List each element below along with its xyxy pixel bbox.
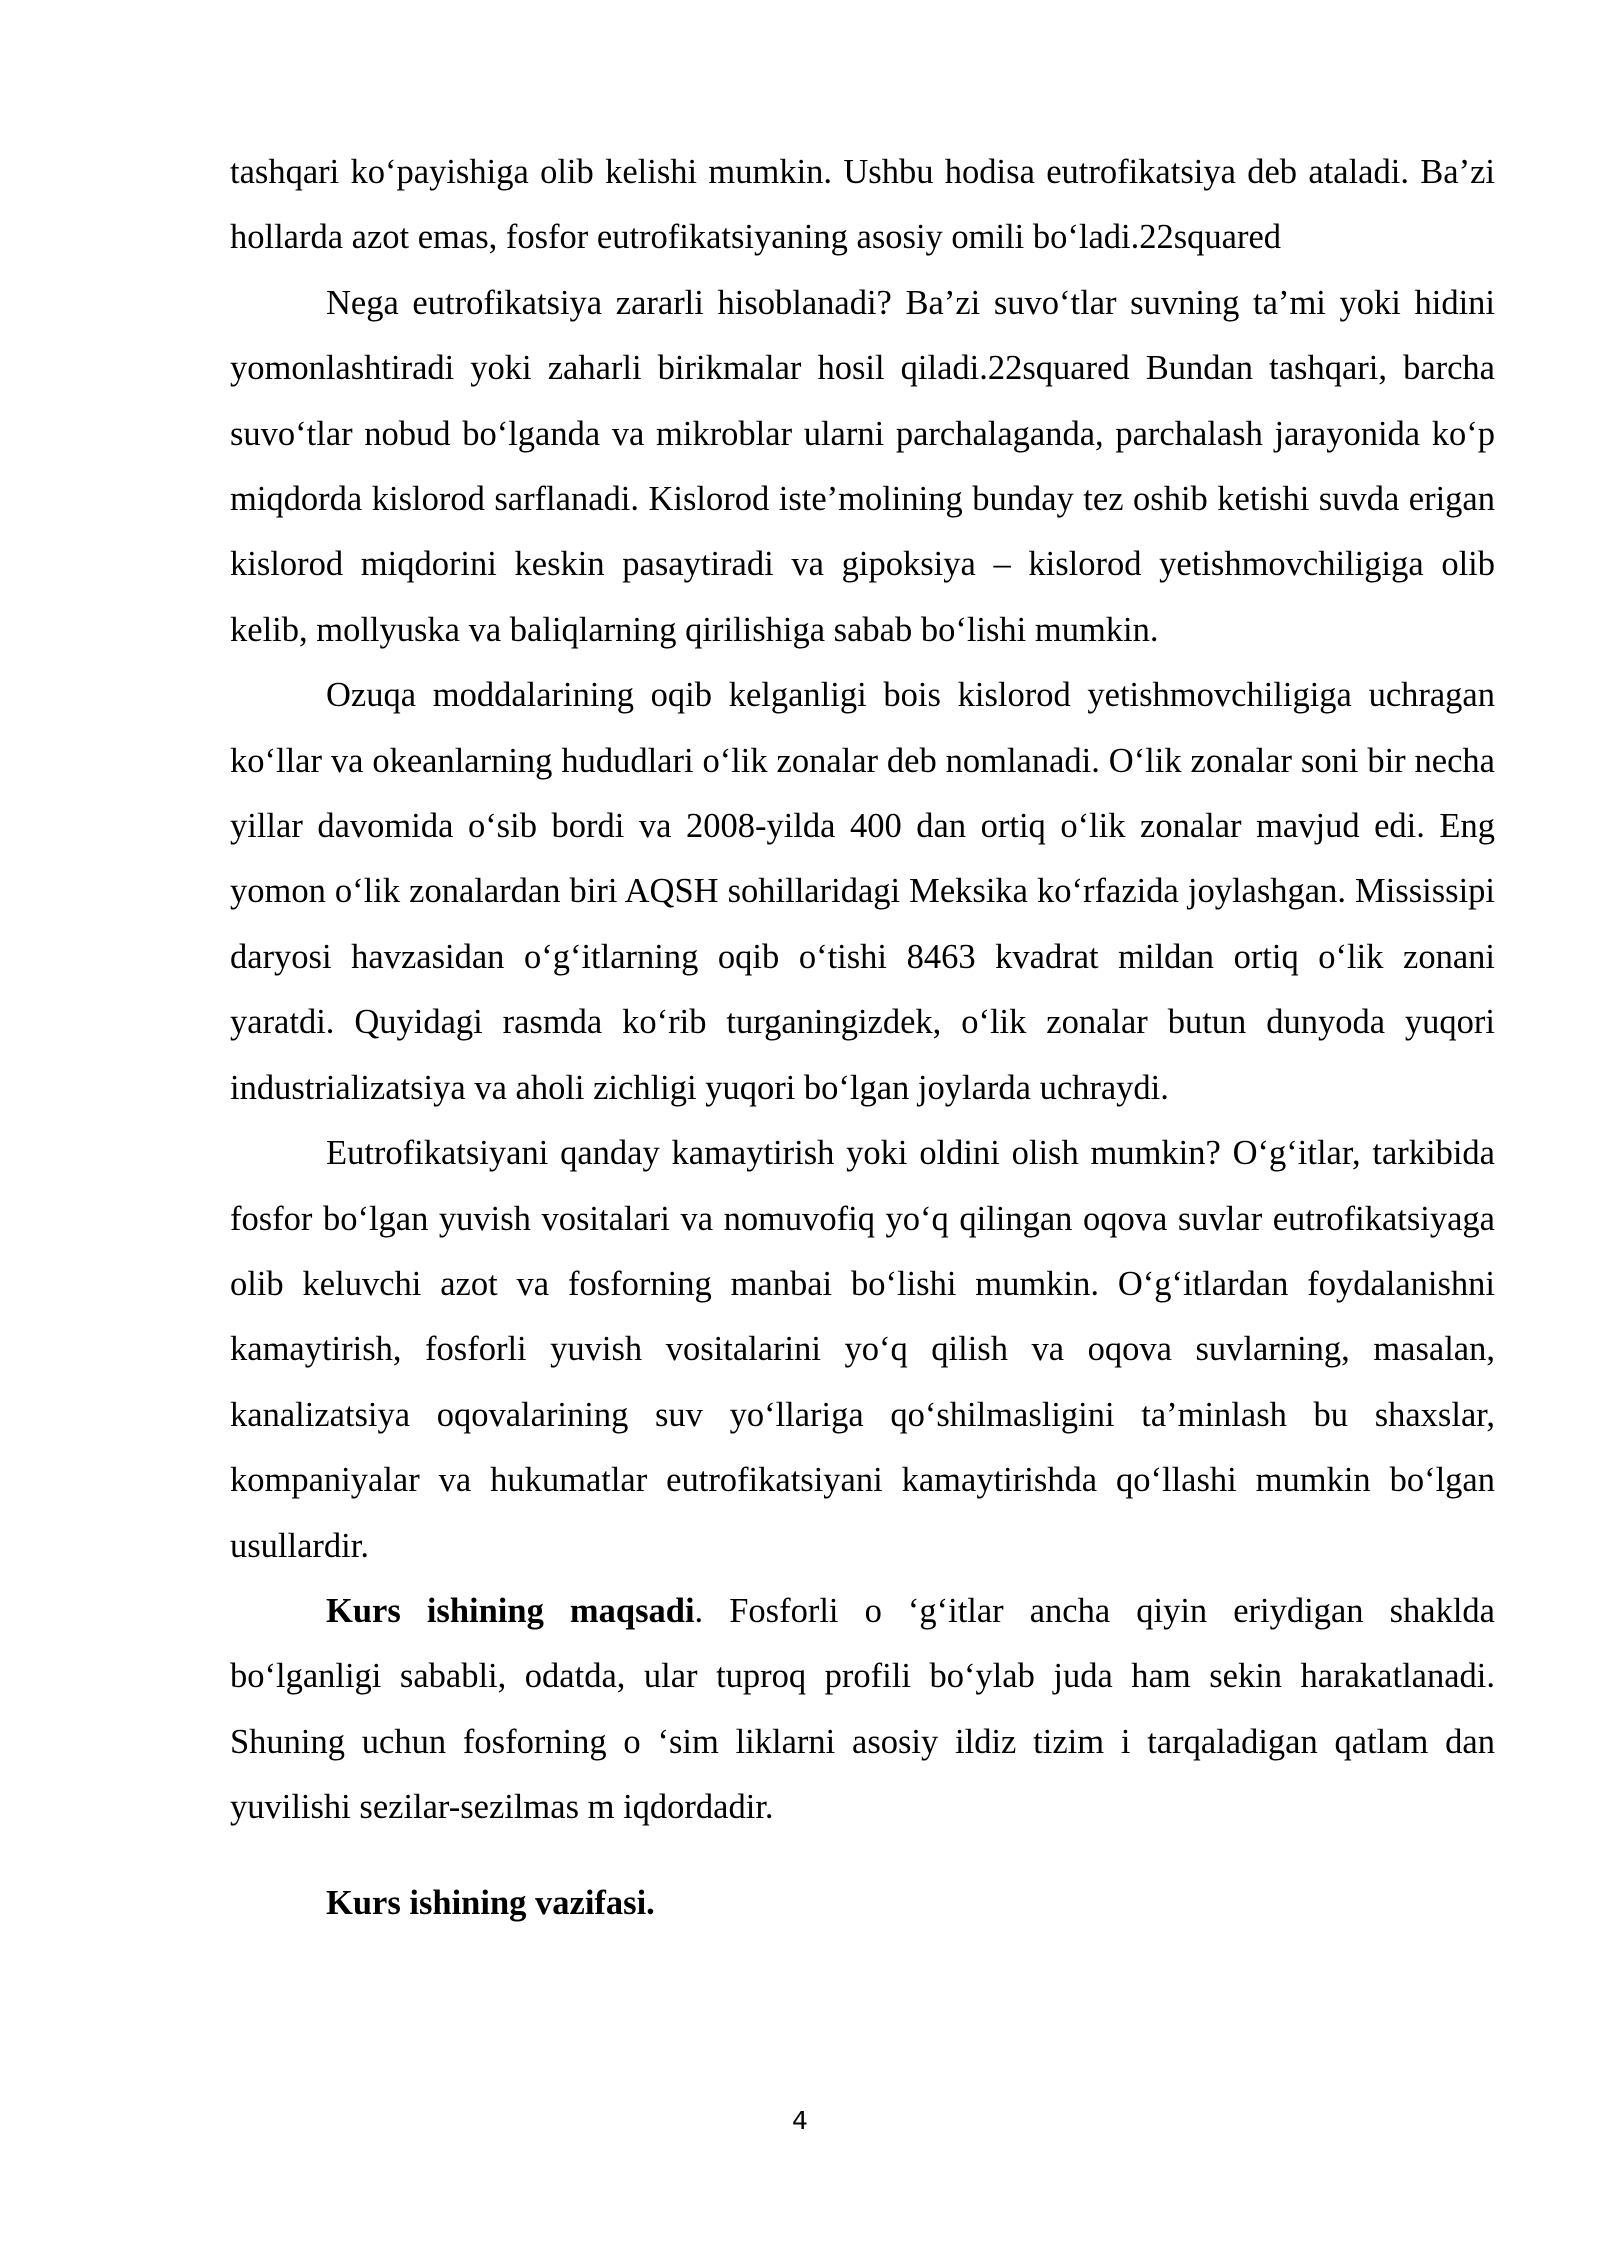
paragraph-harm: Nega eutrofikatsiya zararli hisoblanadi? Ba’zi suvo‘tlar suvning ta’mi yoki hidini yomonlashtiradi yoki zaharli birikmalar hosil qiladi.22squared Bundan tashqari, barcha suvo‘tlar nobud bo‘lganda va mikroblar ularni parchalaganda, parchalash jarayonida ko‘p miqdorda kislorod sarflanadi. Kislorod iste’molining bunday tez oshib ketishi suvda erigan kislorod miqdorini keskin pasaytiradi va gipoksiya – kislorod yetishmovchiligiga olib kelib, mollyuska va baliqlarning qirilishiga sabab bo‘lishi mumkin. xyxy=(230,283,1495,649)
paragraph-prevention: Eutrofikatsiyani qanday kamaytirish yoki oldini olish mumkin? O‘g‘itlar, tarkibida fosfor bo‘lgan yuvish vositalari va nomuvofiq yo‘q qilingan oqova suvlar eutrofikatsiyaga olib keluvchi azot va fosforning manbai bo‘lishi mumkin. O‘g‘itlardan foydalanishni kamaytirish, fosforli yuvish vositalarini yo‘q qilish va oqova suvlarning, masalan, kanalizatsiya oqovalarining suv yo‘llariga qo‘shilmasligini ta’minlash bu shaxslar, kompaniyalar va hukumatlar eutrofikatsiyani kamaytirishda qo‘llashi mumkin bo‘lgan usullardir. xyxy=(230,1134,1495,1565)
purpose-text: . Fosforli o ‘g‘itlar ancha qiyin eriydigan shaklda bo‘lganligi sababli, odatda, ular tuproq profili bo‘ylab juda ham sekin harakatlanadi. Shuning uchun fosforning o ‘sim liklarni asosiy ildiz tizim i tarqaladigan qatlam dan yuvilishi sezilar-sezilmas m iqdordadir. xyxy=(230,1591,1495,1827)
page-number: 4 xyxy=(792,2106,808,2135)
paragraph-dead-zones: Ozuqa moddalarining oqib kelganligi bois kislorod yetishmovchiligiga uchragan ko‘llar va okeanlarning hududlari o‘lik zonalar deb nomlanadi. O‘lik zonalar soni bir necha yillar davomida o‘sib bordi va 2008-yilda 400 dan ortiq o‘lik zonalar mavjud edi. Eng yomon o‘lik zonalardan biri AQSH sohillaridagi Meksika ko‘rfazida joylashgan. Mississipi daryosi havzasidan o‘g‘itlarning oqib o‘tishi 8463 kvadrat mildan ortiq o‘lik zonani yaratdi. Quyidagi rasmda ko‘rib turganingizdek, o‘lik zonalar butun dunyoda yuqori industrializatsiya va aholi zichligi yuqori bo‘lgan joylarda uchraydi. xyxy=(230,676,1495,1107)
document-page xyxy=(230,140,1495,1936)
tasks-heading: Kurs ishining vazifasi. xyxy=(326,1883,655,1922)
paragraph-eutrophication-intro: tashqari ko‘payishiga olib kelishi mumkin. Ushbu hodisa eutrofikatsiya deb ataladi. Ba’zi hollarda azot emas, fosfor eutrofikatsiyaning asosiy omili bo‘ladi.22squared xyxy=(230,153,1495,257)
paragraph-purpose xyxy=(230,1579,1495,1841)
purpose-heading: Kurs ishining maqsadi xyxy=(326,1591,695,1630)
